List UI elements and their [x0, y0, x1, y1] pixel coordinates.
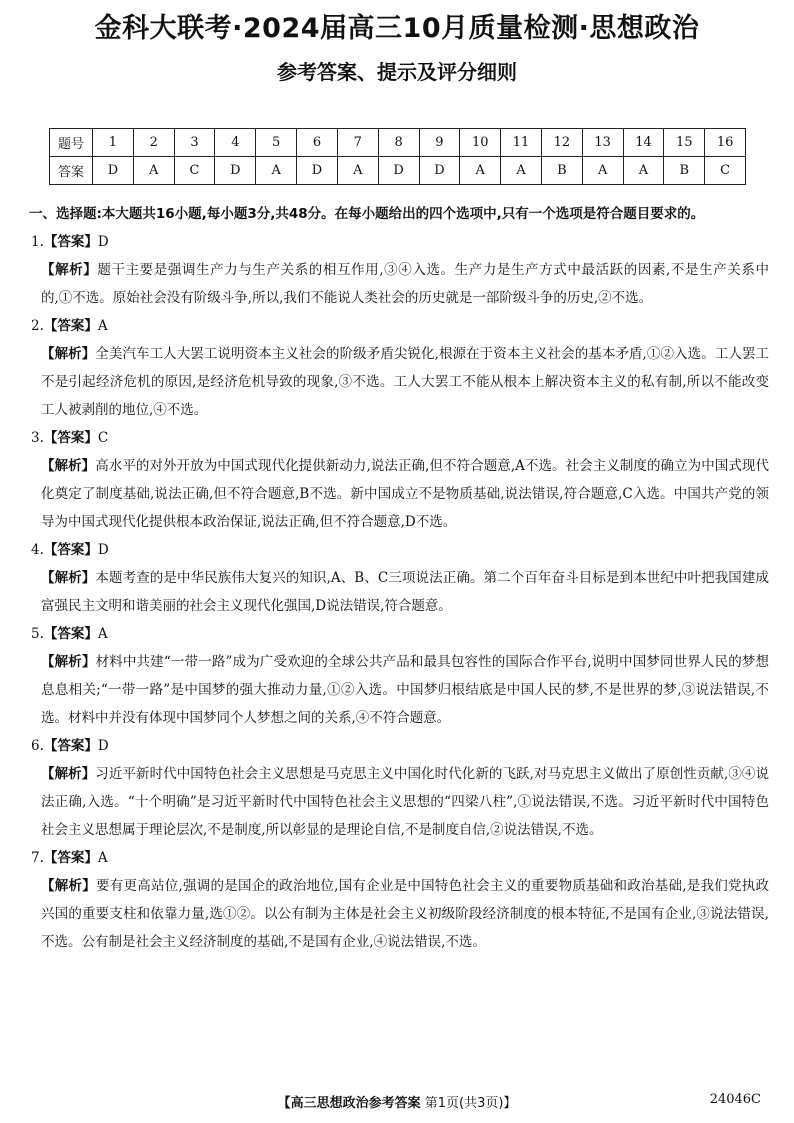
answer-tag: 【答案】 [43, 430, 98, 446]
answer-cell: D [215, 157, 256, 185]
answer-value: D [97, 234, 109, 250]
explanation-text: 本题考查的是中华民族伟大复兴的知识,A、B、C三项说法正确。第二个百年奋斗目标是到本世纪中叶把我国建成富强民主文明和谐美丽的社会主义现代化强国,D说法错误,符合题意。 [41, 570, 770, 614]
answer-cell: A [501, 157, 542, 185]
question-number-cell: 11 [501, 129, 542, 157]
answer-line [31, 312, 769, 340]
answer-tag: 【答案】 [43, 738, 98, 754]
explanation-text: 习近平新时代中国特色社会主义思想是马克思主义中国化时代化新的飞跃,对马克思主义做出了原创性贡献,③④说法正确,入选。“十个明确”是习近平新时代中国特色社会主义思想的“四梁八柱”,①说法错误,不选。习近平新时代中国特色社会主义思想属于理论层次,不是制度,所以彰显的是理论自信,不是制度自信,②说法错误,不选。 [41, 766, 769, 838]
question-number-cell: 6 [297, 129, 338, 157]
answer-cell: B [541, 157, 582, 185]
answer-cell: A [337, 157, 378, 185]
answer-cell: A [460, 157, 501, 185]
answer-tag: 【答案】 [43, 850, 98, 866]
answer-tag: 【答案】 [43, 626, 98, 642]
answer-line [31, 424, 769, 452]
explanation-tag: 【解析】 [41, 570, 96, 586]
question-number-cell: 9 [419, 129, 460, 157]
document-code: 24046C [709, 1092, 761, 1107]
explanation [41, 340, 769, 424]
question-number-cell: 10 [460, 129, 501, 157]
answer-table-answer-row [50, 157, 746, 185]
answer-cell: B [664, 157, 705, 185]
question-block [29, 536, 769, 620]
answer-cell: A [256, 157, 297, 185]
answer-line [31, 536, 769, 564]
answer-tag: 【答案】 [43, 542, 98, 558]
question-number-cell: 5 [256, 129, 297, 157]
explanation-text: 要有更高站位,强调的是国企的政治地位,国有企业是中国特色社会主义的重要物质基础和政治基础,是我们党执政兴国的重要支柱和依靠力量,选①②。以公有制为主体是社会主义初级阶段经济制度的根本特征,不是国有企业,③说法错误,不选。公有制是社会主义经济制度的基础,不是国有企业,④说法错误,不选。 [41, 878, 770, 950]
explanation-text: 全美汽车工人大罢工说明资本主义社会的阶级矛盾尖锐化,根源在于资本主义社会的基本矛盾,①②入选。工人罢工不是引起经济危机的原因,是经济危机导致的现象,③不选。工人大罢工不能从根本上解决资本主义的私有制,所以不能改变工人被剥削的地位,④不选。 [41, 346, 769, 418]
explanation [41, 564, 769, 620]
answer-cell: D [297, 157, 338, 185]
answer-cell: D [93, 157, 134, 185]
question-number-cell: 12 [541, 129, 582, 157]
explanation [41, 760, 769, 844]
question-block [29, 424, 769, 536]
explanation [41, 648, 769, 732]
question-number-cell: 7 [337, 129, 378, 157]
explanation-tag: 【解析】 [41, 458, 96, 474]
question-number-cell: 13 [582, 129, 623, 157]
question-block [29, 732, 769, 844]
answer-line [31, 844, 769, 872]
explanation-text: 材料中共建“一带一路”成为广受欢迎的全球公共产品和最具包容性的国际合作平台,说明中国梦同世界人民的梦想息息相关;“一带一路”是中国梦的强大推动力量,①②入选。中国梦归根结底是中国人民的梦,不是世界的梦,③说法错误,不选。材料中并没有体现中国梦同个人梦想之间的关系,④不符合题意。 [41, 654, 770, 726]
answer-value: A [97, 850, 108, 866]
answer-cell: D [378, 157, 419, 185]
question-number-cell: 3 [174, 129, 215, 157]
page-footer [0, 1092, 794, 1111]
explanation-tag: 【解析】 [41, 346, 96, 362]
explanation-tag: 【解析】 [41, 262, 98, 278]
answer-cell: C [705, 157, 746, 185]
question-number-cell: 2 [133, 129, 174, 157]
explanation-tag: 【解析】 [41, 654, 96, 670]
answer-cell: A [623, 157, 664, 185]
question-block [29, 312, 769, 424]
footer-label: 【高三思想政治参考答案 [277, 1096, 421, 1111]
question-number: 7. [31, 850, 44, 866]
question-block [29, 620, 769, 732]
explanation [41, 872, 769, 956]
question-number-cell: 1 [93, 129, 134, 157]
answer-value: A [97, 626, 108, 642]
answer-cell: A [582, 157, 623, 185]
question-number: 5. [31, 626, 44, 642]
answer-value: D [97, 542, 109, 558]
explanation [41, 452, 769, 536]
explanation-tag: 【解析】 [41, 766, 96, 782]
question-number: 1. [31, 234, 44, 250]
document-subtitle: 参考答案、提示及评分细则 [277, 60, 517, 84]
row-label-answers: 答案 [50, 157, 93, 185]
answer-cell: D [419, 157, 460, 185]
answer-cell: C [174, 157, 215, 185]
section-intro: 一、选择题:本大题共16小题,每小题3分,共48分。在每小题给出的四个选项中,只有一个选项是符合题目要求的。 [29, 206, 705, 222]
question-block [29, 844, 769, 956]
explanation [41, 256, 769, 312]
question-number-cell: 4 [215, 129, 256, 157]
answer-table-number-row [50, 129, 746, 157]
footer-page-info: 第1页(共3页)】 [424, 1096, 517, 1111]
question-number-cell: 14 [623, 129, 664, 157]
answer-line [31, 228, 769, 256]
answer-table [49, 128, 746, 185]
explanation-tag: 【解析】 [41, 878, 96, 894]
question-number-cell: 15 [664, 129, 705, 157]
answer-value: C [97, 430, 109, 446]
question-number-cell: 16 [705, 129, 746, 157]
answer-cell: A [133, 157, 174, 185]
answer-value: A [97, 318, 108, 334]
question-number: 3. [31, 430, 44, 446]
question-number: 4. [31, 542, 44, 558]
row-label-numbers: 题号 [50, 129, 93, 157]
question-number: 2. [31, 318, 44, 334]
answer-value: D [97, 738, 109, 754]
answer-line [31, 620, 769, 648]
answer-explanations [29, 200, 769, 956]
question-block [29, 228, 769, 312]
answer-tag: 【答案】 [43, 318, 98, 334]
answer-tag: 【答案】 [43, 234, 98, 250]
explanation-text: 高水平的对外开放为中国式现代化提供新动力,说法正确,但不符合题意,A不选。社会主义制度的确立为中国式现代化奠定了制度基础,说法正确,但不符合题意,B不选。新中国成立不是物质基础,说法错误,符合题意,C入选。中国共产党的领导为中国式现代化提供根本政治保证,说法正确,但不符合题意,D不选。 [41, 458, 769, 530]
explanation-text: 题干主要是强调生产力与生产关系的相互作用,③④入选。生产力是生产方式中最活跃的因素,不是生产关系中的,①不选。原始社会没有阶级斗争,所以,我们不能说人类社会的历史就是一部阶级斗争的历史,②不选。 [41, 262, 770, 306]
document-title: 金科大联考·2024届高三10月质量检测·思想政治 [94, 13, 700, 44]
answer-line [31, 732, 769, 760]
question-number: 6. [31, 738, 44, 754]
question-number-cell: 8 [378, 129, 419, 157]
